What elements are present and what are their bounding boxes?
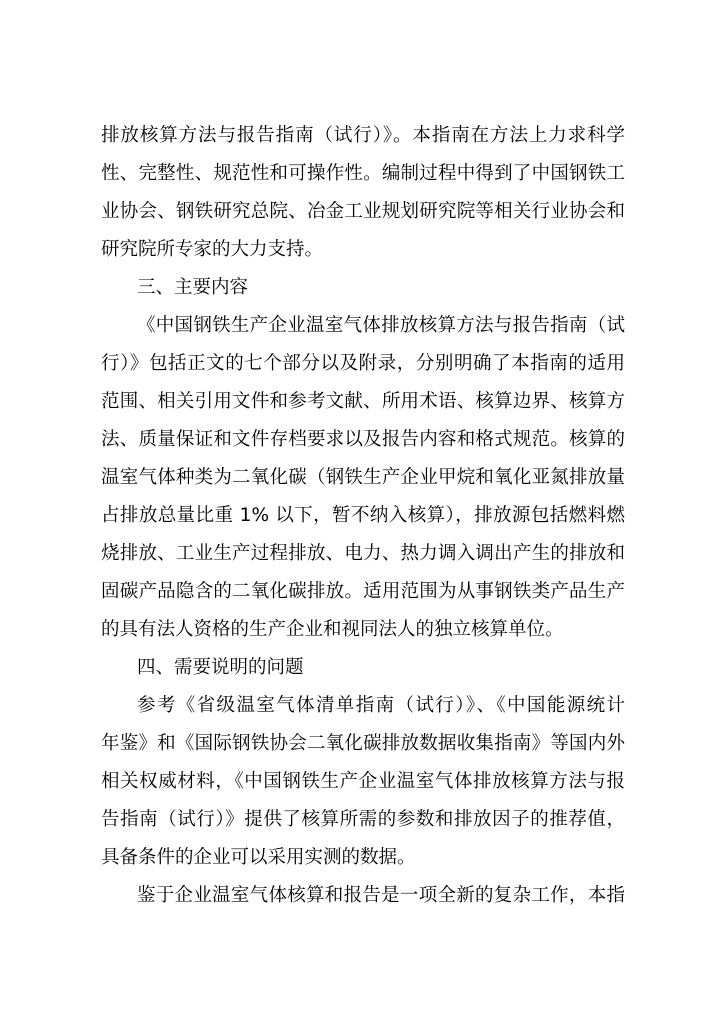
paragraph-line: 温室气体种类为二氧化碳（钢铁生产企业甲烷和氧化亚氮排放量 (101, 467, 625, 488)
paragraph-line: 范围、相关引用文件和参考文献、所用术语、核算边界、核算方 (101, 391, 625, 412)
paragraph-line: 参考《省级温室气体清单指南（试行）》、《中国能源统计 (137, 695, 625, 716)
paragraph-line: 告指南（试行）》提供了核算所需的参数和排放因子的推荐值， (101, 809, 625, 830)
paragraph-line: 占排放总量比重 1% 以下，暂不纳入核算），排放源包括燃料燃 (101, 505, 625, 526)
section-heading: 三、主要内容 (137, 277, 249, 298)
paragraph-line: 《中国钢铁生产企业温室气体排放核算方法与报告指南（试 (137, 315, 625, 336)
paragraph-line: 业协会、钢铁研究总院、冶金工业规划研究院等相关行业协会和 (101, 201, 625, 222)
paragraph-line: 行）》包括正文的七个部分以及附录，分别明确了本指南的适用 (101, 353, 625, 374)
paragraph-line: 具备条件的企业可以采用实测的数据。 (101, 847, 416, 868)
paragraph-line: 鉴于企业温室气体核算和报告是一项全新的复杂工作，本指 (137, 885, 625, 906)
paragraph-line: 研究院所专家的大力支持。 (101, 239, 324, 260)
paragraph-line: 的具有法人资格的生产企业和视同法人的独立核算单位。 (101, 619, 564, 640)
paragraph-line: 性、完整性、规范性和可操作性。编制过程中得到了中国钢铁工 (101, 163, 625, 184)
paragraph-line: 排放核算方法与报告指南（试行）》。本指南在方法上力求科学 (101, 125, 625, 146)
paragraph-line: 相关权威材料，《中国钢铁生产企业温室气体排放核算方法与报 (101, 771, 625, 792)
paragraph-line: 法、质量保证和文件存档要求以及报告内容和格式规范。核算的 (101, 429, 625, 450)
paragraph-line: 烧排放、工业生产过程排放、电力、热力调入调出产生的排放和 (101, 543, 625, 564)
section-heading: 四、需要说明的问题 (137, 657, 304, 678)
paragraph-line: 固碳产品隐含的二氧化碳排放。适用范围为从事钢铁类产品生产 (101, 581, 625, 602)
paragraph-line: 年鉴》和《国际钢铁协会二氧化碳排放数据收集指南》等国内外 (101, 733, 625, 754)
